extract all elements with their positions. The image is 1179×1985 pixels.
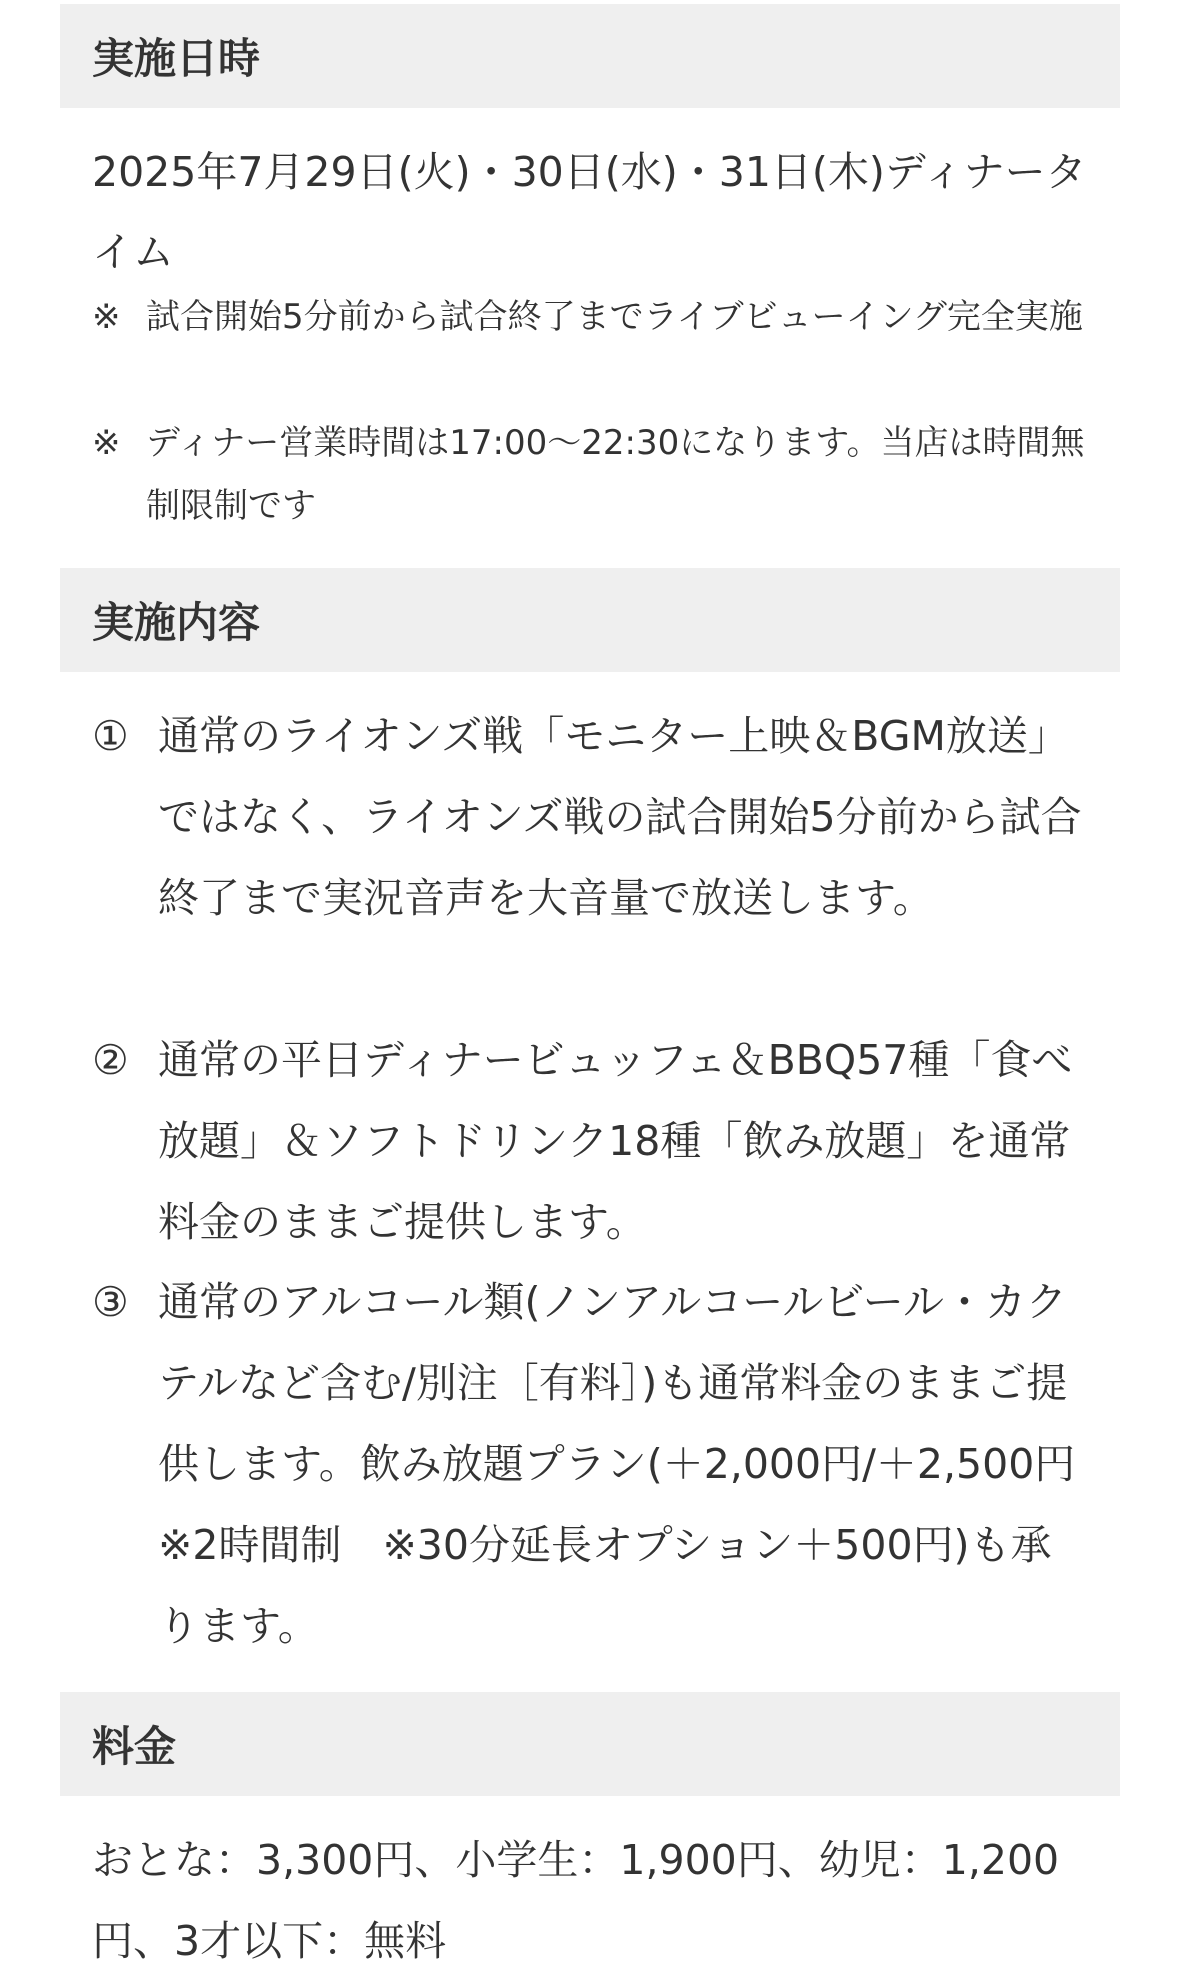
pricing-text: おとな：3,300円、小学生：1,900円、幼児：1,200円、3才以下：無料 bbox=[92, 1836, 1060, 1965]
note-mark: ※ bbox=[92, 297, 121, 337]
item-text: 通常のアルコール類(ノンアルコールビール・カクテルなど含む/別注［有料］)も通常料金のままご提供します。飲み放題プラン(＋2,000円/＋2,500円 ※2時間制 ※30分延長オプション＋500円)も承ります。 bbox=[158, 1278, 1117, 1650]
schedule-note bbox=[92, 412, 1092, 538]
schedule-heading: 実施日時 bbox=[92, 34, 261, 83]
note-text: 試合開始5分前から試合終了までライブビューイング完全実施 bbox=[146, 297, 1083, 337]
item-number: ② bbox=[92, 1036, 129, 1084]
content-heading-bar bbox=[60, 568, 1120, 672]
content-list-item bbox=[92, 1020, 1092, 1263]
pricing-heading-bar bbox=[60, 1692, 1120, 1796]
item-number: ① bbox=[92, 712, 129, 760]
content-heading: 実施内容 bbox=[92, 598, 261, 647]
item-text: 通常のライオンズ戦「モニター上映＆BGM放送」ではなく、ライオンズ戦の試合開始5分前から試合終了まで実況音声を大音量で放送します。 bbox=[158, 712, 1082, 922]
item-text: 通常の平日ディナービュッフェ＆BBQ57種「食べ放題」＆ソフトドリンク18種「飲み放題」を通常料金のままご提供します。 bbox=[158, 1036, 1073, 1246]
schedule-note bbox=[92, 286, 1092, 349]
pricing-heading: 料金 bbox=[92, 1722, 177, 1771]
note-mark: ※ bbox=[92, 423, 121, 463]
schedule-heading-bar bbox=[60, 4, 1120, 108]
note-text: ディナー営業時間は17:00〜22:30になります。当店は時間無制限制です bbox=[146, 423, 1085, 526]
event-dates: 2025年7月29日(火)・30日(水)・31日(木)ディナータイム bbox=[92, 148, 1087, 276]
content-list-item bbox=[92, 1262, 1117, 1667]
content-list-item bbox=[92, 696, 1092, 939]
item-number: ③ bbox=[92, 1278, 129, 1326]
